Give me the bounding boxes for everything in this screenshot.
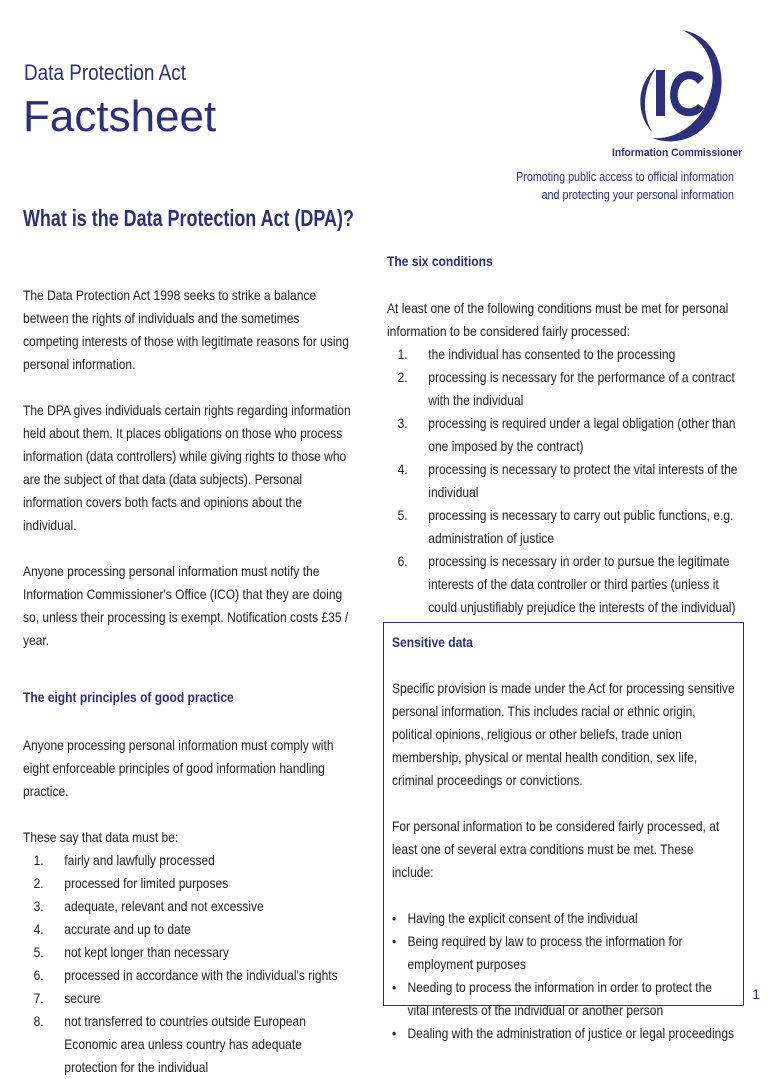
sensitive-paragraph: Specific provision is made under the Act for processing sensitive personal information. This includes racial or ethnic origin, political opinions, religious or other beliefs, trade union membership, physical or mental health condition, sex life, criminal proceedings or convictions. xyxy=(392,680,735,788)
conditions-heading: The six conditions xyxy=(387,253,493,269)
conditions-intro: At least one of the following conditions must be met for personal information to be considered fairly processed: xyxy=(387,300,729,339)
tagline xyxy=(476,168,734,204)
page-number: 1 xyxy=(752,986,760,1002)
list-item: 6. processed in accordance with the individual's rights xyxy=(33,967,338,983)
principles-lead: These say that data must be: xyxy=(23,829,179,845)
sensitive-heading: Sensitive data xyxy=(392,634,473,650)
list-item: • Being required by law to process the information for employment purposes xyxy=(392,930,735,976)
list-item: 4. processing is necessary to protect the vital interests of the individual xyxy=(397,461,738,500)
left-column xyxy=(23,284,359,1079)
list-item: 5. not kept longer than necessary xyxy=(33,944,229,960)
principles-heading: The eight principles of good practice xyxy=(23,689,234,705)
list-item: 1. the individual has consented to the processing xyxy=(397,346,676,362)
right-column xyxy=(387,250,741,619)
list-item: 5. processing is necessary to carry out public functions, e.g. administration of justice xyxy=(397,507,734,546)
tagline-line-2: and protecting your personal information xyxy=(541,188,734,202)
conditions-list xyxy=(387,343,740,619)
rights-paragraph: The DPA gives individuals certain rights regarding information held about them. It places obligations on those who process information (data controllers) while giving rights to those who are the subject of that data (data subjects). Personal information covers both facts and opinions about the individual. xyxy=(23,402,351,533)
list-item: 1. fairly and lawfully processed xyxy=(33,852,215,868)
list-item: 8. not transferred to countries outside European Economic area unless country has adequate protection for the individual xyxy=(33,1013,306,1075)
bullet-icon: • xyxy=(392,979,397,995)
list-item: 3. adequate, relevant and not excessive xyxy=(33,898,264,914)
extra-conditions-paragraph: For personal information to be considered fairly processed, at least one of several extra conditions must be met. These include: xyxy=(392,818,720,880)
principles-intro: Anyone processing personal information must comply with eight enforceable principles of good information handling practice. xyxy=(23,737,334,799)
notification-paragraph: Anyone processing personal information must notify the Information Commissioner's Office (ICO) that they are doing so, unless their processing is exempt. Notification costs £35 / year. xyxy=(23,563,349,648)
list-item: 6. processing is necessary in order to pursue the legitimate interests of the data controller or third parties (unless it could unjustifiably prejudice the interests of the individual) xyxy=(397,553,736,615)
sensitive-data-box xyxy=(383,622,744,1041)
bullet-icon: • xyxy=(392,933,397,949)
logo-caption: Information Commissioner xyxy=(612,147,743,159)
list-item: 7. secure xyxy=(33,990,101,1006)
list-item: • Dealing with the administration of justice or legal proceedings xyxy=(392,1022,735,1045)
list-item: 2. processing is necessary for the performance of a contract with the individual xyxy=(397,369,735,408)
principles-list xyxy=(23,849,358,1079)
list-item: 3. processing is required under a legal obligation (other than one imposed by the contract) xyxy=(397,415,736,454)
intro-paragraph: The Data Protection Act 1998 seeks to strike a balance between the rights of individuals and the sometimes competing interests of those with legitimate reasons for using personal information. xyxy=(23,287,349,372)
list-item: • Needing to process the information in order to protect the vital interests of the individual or another person xyxy=(392,976,735,1022)
list-item: • Having the explicit consent of the individual xyxy=(392,907,735,930)
document-title: Factsheet xyxy=(23,92,217,141)
main-heading: What is the Data Protection Act (DPA)? xyxy=(23,205,354,231)
list-item: 2. processed for limited purposes xyxy=(33,875,229,891)
information-commissioner-logo xyxy=(612,22,742,158)
bullet-icon: • xyxy=(392,910,397,926)
extra-conditions-list xyxy=(392,907,735,1045)
list-item: 4. accurate and up to date xyxy=(33,921,191,937)
document-subtitle: Data Protection Act xyxy=(24,60,186,85)
tagline-line-1: Promoting public access to official information xyxy=(516,170,734,184)
bullet-icon: • xyxy=(392,1025,397,1041)
